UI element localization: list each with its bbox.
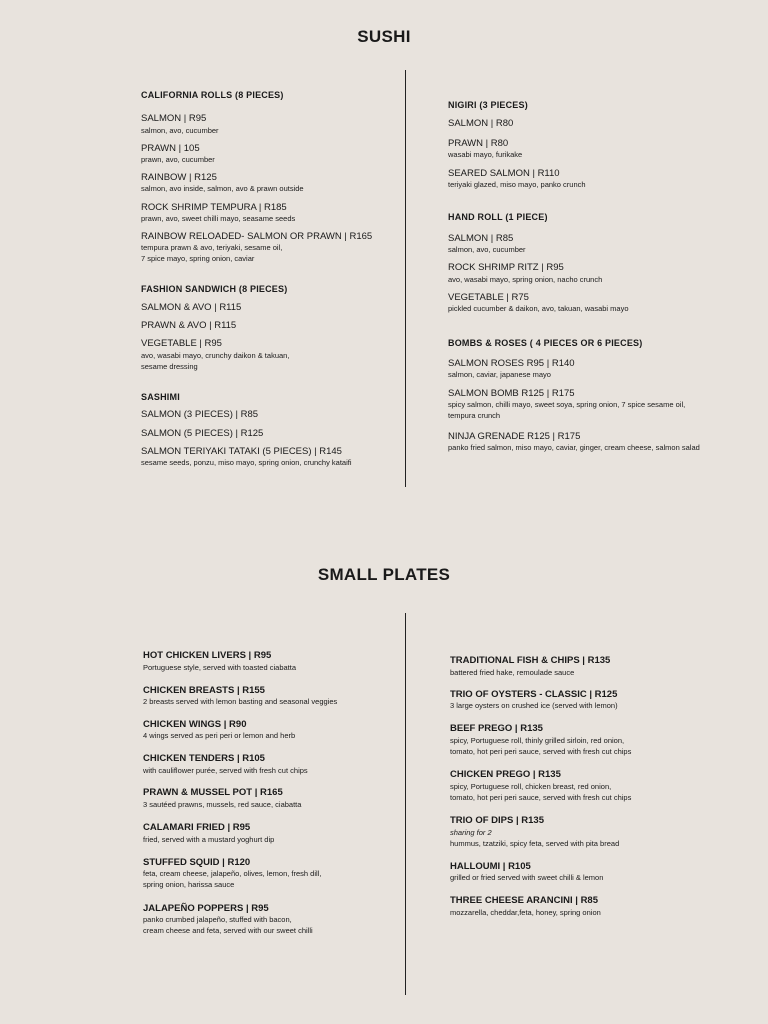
menu-item-description: prawn, avo, cucumber	[141, 155, 215, 164]
menu-item-description: Portuguese style, served with toasted ciabatta	[143, 663, 297, 672]
category-heading: NIGIRI (3 PIECES)	[448, 100, 528, 110]
category-heading: SASHIMI	[141, 392, 180, 402]
menu-item-description: feta, cream cheese, jalapeño, olives, lemon, fresh dill,	[143, 869, 322, 878]
menu-item-description: fried, served with a mustard yoghurt dip	[143, 835, 275, 844]
menu-item-description: spring onion, harissa sauce	[143, 880, 235, 889]
menu-item-description: pickled cucumber & daikon, avo, takuan, wasabi mayo	[448, 304, 629, 313]
menu-item-name: STUFFED SQUID | R120	[143, 857, 251, 868]
small-plates-divider	[405, 613, 406, 995]
menu-item-name: CALAMARI FRIED | R95	[143, 822, 251, 833]
menu-item-name: VEGETABLE | R95	[141, 338, 222, 349]
menu-item-name: PRAWN & AVO | R115	[141, 320, 237, 331]
menu-item-name: TRADITIONAL FISH & CHIPS | R135	[450, 655, 611, 666]
sushi-title: SUSHI	[357, 27, 411, 46]
category-heading: CALIFORNIA ROLLS (8 PIECES)	[141, 90, 284, 100]
menu-item-description: mozzarella, cheddar,feta, honey, spring onion	[450, 908, 601, 917]
menu-item-name: SALMON & AVO | R115	[141, 302, 242, 313]
menu-item-description: avo, wasabi mayo, spring onion, nacho crunch	[448, 275, 603, 284]
menu-item-name: SALMON (3 PIECES) | R85	[141, 409, 259, 420]
menu-item-description: salmon, avo, cucumber	[141, 126, 219, 135]
menu-item-name: SALMON (5 PIECES) | R125	[141, 428, 264, 439]
menu-item-description: tomato, hot peri peri sauce, served with fresh cut chips	[450, 747, 632, 756]
menu-item-description: hummus, tzatziki, spicy feta, served with pita bread	[450, 839, 620, 848]
menu-item-description: 3 sautéed prawns, mussels, red sauce, ciabatta	[143, 800, 302, 809]
menu-item-name: SALMON TERIYAKI TATAKI (5 PIECES) | R145	[141, 446, 342, 457]
menu-item-description: tempura crunch	[448, 411, 501, 420]
menu-item-name: RAINBOW RELOADED- SALMON OR PRAWN | R165	[141, 231, 373, 242]
menu-item-description: tempura prawn & avo, teriyaki, sesame oil,	[141, 243, 283, 252]
menu-item-name: PRAWN & MUSSEL POT | R165	[143, 787, 283, 798]
menu-item-description: with cauliflower purée, served with fresh cut chips	[143, 766, 308, 775]
menu-item-name: TRIO OF DIPS | R135	[450, 815, 544, 826]
menu-item-description: tomato, hot peri peri sauce, served with fresh cut chips	[450, 793, 632, 802]
menu-item-description: 4 wings served as peri peri or lemon and herb	[143, 731, 296, 740]
menu-item-description: spicy, Portuguese roll, thinly grilled sirloin, red onion,	[450, 736, 625, 745]
menu-item-name: CHICKEN TENDERS | R105	[143, 753, 265, 764]
menu-item-name: BEEF PREGO | R135	[450, 723, 543, 734]
menu-item-name: SALMON ROSES R95 | R140	[448, 358, 575, 369]
menu-item-note: sharing for 2	[450, 828, 492, 837]
menu-item-name: PRAWN | R80	[448, 138, 509, 149]
menu-item-description: 7 spice mayo, spring onion, caviar	[141, 254, 255, 263]
menu-item-name: PRAWN | 105	[141, 143, 200, 154]
menu-item-description: panko crumbed jalapeño, stuffed with bacon,	[143, 915, 292, 924]
menu-item-name: SALMON BOMB R125 | R175	[448, 388, 575, 399]
menu-item-name: SALMON | R95	[141, 113, 207, 124]
menu-item-name: VEGETABLE | R75	[448, 292, 529, 303]
menu-item-name: SALMON | R85	[448, 233, 514, 244]
menu-item-description: panko fried salmon, miso mayo, caviar, ginger, cream cheese, salmon salad	[448, 443, 700, 452]
menu-item-description: spicy salmon, chilli mayo, sweet soya, spring onion, 7 spice sesame oil,	[448, 400, 686, 409]
menu-item-description: cream cheese and feta, served with our sweet chilli	[143, 926, 313, 935]
menu-item-description: salmon, avo inside, salmon, avo & prawn outside	[141, 184, 304, 193]
sushi-divider	[405, 70, 406, 487]
menu-item-name: CHICKEN WINGS | R90	[143, 719, 247, 730]
menu-item-name: CHICKEN BREASTS | R155	[143, 685, 265, 696]
menu-item-description: 2 breasts served with lemon basting and seasonal veggies	[143, 697, 338, 706]
category-heading: BOMBS & ROSES ( 4 PIECES OR 6 PIECES)	[448, 338, 643, 348]
menu-item-name: SEARED SALMON | R110	[448, 168, 560, 179]
menu-item-name: JALAPEÑO POPPERS | R95	[143, 903, 269, 914]
menu-item-name: SALMON | R80	[448, 118, 514, 129]
menu-item-description: avo, wasabi mayo, crunchy daikon & takuan,	[141, 351, 290, 360]
menu-item-description: salmon, avo, cucumber	[448, 245, 526, 254]
menu-item-name: RAINBOW | R125	[141, 172, 217, 183]
menu-item-name: ROCK SHRIMP TEMPURA | R185	[141, 202, 287, 213]
menu-item-name: HALLOUMI | R105	[450, 861, 531, 872]
menu-item-description: 3 large oysters on crushed ice (served with lemon)	[450, 701, 618, 710]
menu-item-description: salmon, caviar, japanese mayo	[448, 370, 551, 379]
menu-item-description: spicy, Portuguese roll, chicken breast, red onion,	[450, 782, 612, 791]
menu-item-name: ROCK SHRIMP RITZ | R95	[448, 262, 564, 273]
menu-item-name: HOT CHICKEN LIVERS | R95	[143, 650, 272, 661]
menu-item-description: teriyaki glazed, miso mayo, panko crunch	[448, 180, 586, 189]
menu-item-name: NINJA GRENADE R125 | R175	[448, 431, 581, 442]
menu-item-description: sesame seeds, ponzu, miso mayo, spring onion, crunchy kataifi	[141, 458, 352, 467]
menu-item-name: TRIO OF OYSTERS - CLASSIC | R125	[450, 689, 618, 700]
category-heading: FASHION SANDWICH (8 PIECES)	[141, 284, 288, 294]
menu-item-description: prawn, avo, sweet chilli mayo, seasame seeds	[141, 214, 296, 223]
small-plates-title: SMALL PLATES	[317, 565, 451, 584]
menu-item-description: sesame dressing	[141, 362, 198, 371]
menu-item-name: THREE CHEESE ARANCINI | R85	[450, 895, 598, 906]
menu-item-description: wasabi mayo, furikake	[448, 150, 523, 159]
category-heading: HAND ROLL (1 PIECE)	[448, 212, 548, 222]
menu-item-name: CHICKEN PREGO | R135	[450, 769, 561, 780]
menu-item-description: grilled or fried served with sweet chilli & lemon	[450, 873, 604, 882]
menu-item-description: battered fried hake, remoulade sauce	[450, 668, 575, 677]
